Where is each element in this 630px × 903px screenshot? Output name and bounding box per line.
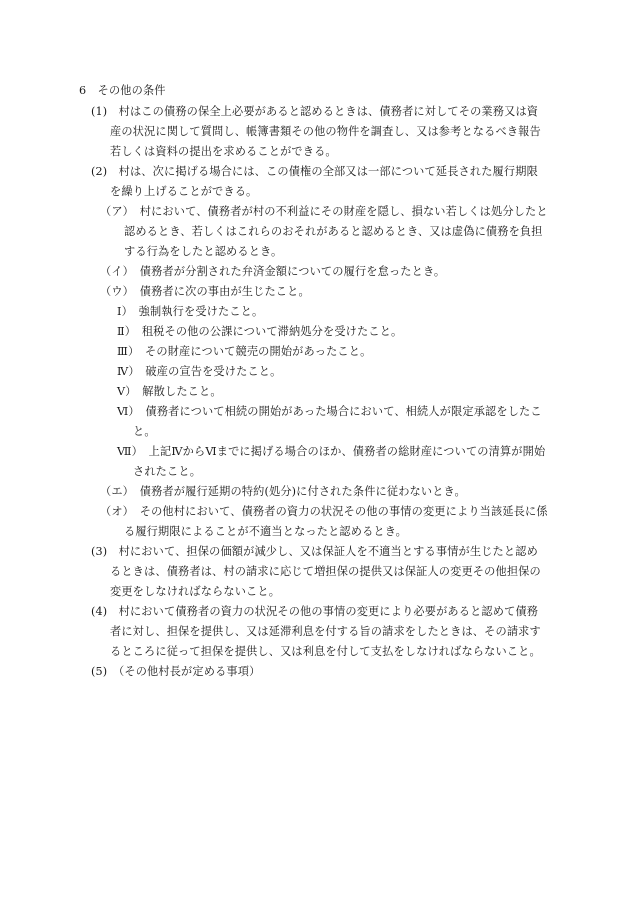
roman-7-line-1: Ⅶ） 上記ⅣからⅥまでに掲げる場合のほか、債務者の総財産についての清算が開始: [117, 445, 546, 458]
item-1-line-3: 若しくは資料の提出を求めることができる。: [110, 145, 337, 158]
subitem-o-line-1: （オ） その他村において、債務者の資力の状況その他の事情の変更により当該延長に係: [100, 505, 548, 518]
item-1-line-2: 産の状況に関して質問し、帳簿書類その他の物件を調査し、又は参考となるべき報告: [110, 125, 541, 138]
roman-5: Ⅴ） 解散したこと。: [117, 385, 222, 398]
subitem-a-line-2: 認めるとき、若しくはこれらのおそれがあると認めるとき、又は虚偽に債務を負担: [124, 225, 543, 238]
item-2-line-2: を繰り上げることができる。: [110, 185, 258, 198]
subitem-u: （ウ） 債務者に次の事由が生じたこと。: [100, 285, 310, 298]
subitem-i: （イ） 債務者が分割された弁済金額についての履行を怠ったとき。: [100, 265, 446, 278]
item-3-line-2: るときは、債務者は、村の請求に応じて増担保の提供又は保証人の変更その他担保の: [110, 565, 541, 578]
roman-6-line-1: Ⅵ） 債務者について相続の開始があった場合において、相続人が限定承認をしたこ: [117, 405, 542, 418]
item-1-line-1: (1) 村はこの債務の保全上必要があると認めるときは、債務者に対してその業務又は資: [91, 105, 539, 118]
item-2-line-1: (2) 村は、次に掲げる場合には、この債権の全部又は一部について延長された履行期限: [91, 165, 538, 178]
item-4-line-3: るところに従って担保を提供し、又は利息を付して支払をしなければならないこと。: [110, 645, 541, 658]
subitem-a-line-1: （ア） 村において、債務者が村の不利益にその財産を隠し、損ない若しくは処分したと: [100, 205, 548, 218]
roman-4: Ⅳ） 破産の宣告を受けたこと。: [117, 365, 282, 378]
roman-1: Ⅰ） 強制執行を受けたこと。: [117, 305, 264, 318]
item-3-line-3: 変更をしなければならないこと。: [110, 585, 281, 598]
subitem-o-line-2: る履行期限によることが不適当となったと認めるとき。: [124, 525, 407, 538]
item-4-line-2: 者に対し、担保を提供し、又は延滞利息を付する旨の請求をしたときは、その請求す: [110, 625, 541, 638]
item-4-line-1: (4) 村において債務者の資力の状況その他の事情の変更により必要があると認めて債務: [91, 605, 539, 618]
subitem-a-line-3: する行為をしたと認めるとき。: [124, 245, 283, 258]
roman-7-line-2: されたこと。: [133, 465, 202, 478]
roman-3: Ⅲ） その財産について競売の開始があったこと。: [117, 345, 372, 358]
section-heading: 6 その他の条件: [79, 84, 166, 97]
roman-6-line-2: と。: [133, 425, 156, 438]
item-3-line-1: (3) 村において、担保の価額が減少し、又は保証人を不適当とする事情が生じたと認め: [91, 545, 538, 558]
roman-2: Ⅱ） 租税その他の公課について滞納処分を受けたこと。: [117, 325, 403, 338]
subitem-e: （エ） 債務者が履行延期の特約(処分)に付された条件に従わないとき。: [100, 485, 466, 498]
item-5: (5) （その他村長が定める事項）: [91, 665, 261, 678]
